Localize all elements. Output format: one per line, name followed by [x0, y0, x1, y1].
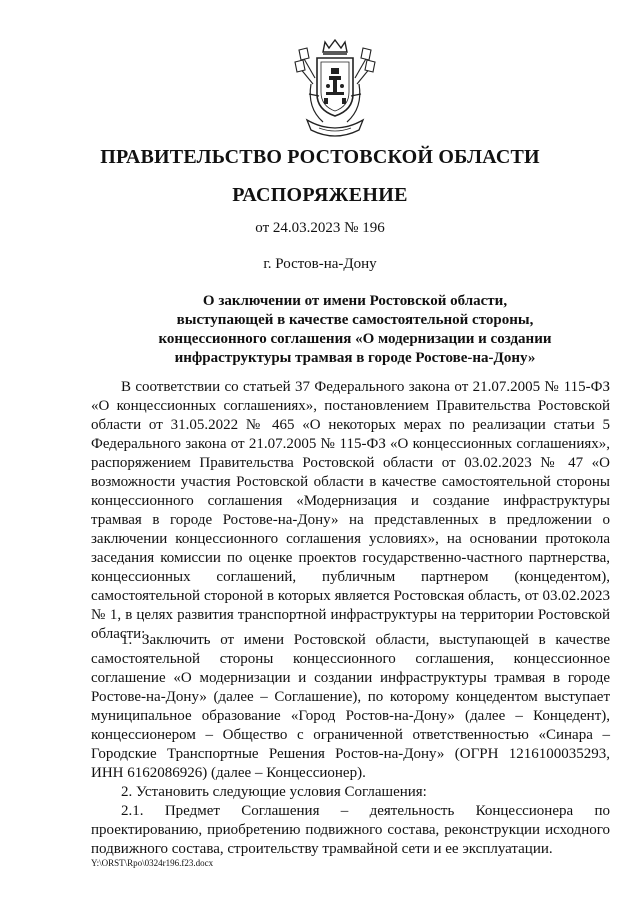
government-title: ПРАВИТЕЛЬСТВО РОСТОВСКОЙ ОБЛАСТИ [100, 146, 540, 168]
document-date-number: от 24.03.2023 № 196 [255, 220, 385, 236]
subject-line: выступающей в качестве самостоятельной стороны, [176, 312, 534, 328]
document-city: г. Ростов-на-Дону [263, 256, 377, 272]
clause-paragraph: 1. Заключить от имени Ростовской области, выступающей в качестве самостоятельной стороны концессионного соглашения, концессионное соглашение «О модернизации и создании инфраструктуры трамвая в городе Ростове-на-Дону» (далее – Соглашение), по которому концедентом выступает муниципальное образование «Город Ростов-на-Дону» (далее – Концедент), концессионером – Общество с ограниченной ответственностью «Синара – Городские Транспортные Решения Ростов-на-Дону» (ОГРН 1216100035293, ИНН 6162086926) (далее – Концессионер). [91, 632, 610, 781]
document-type-title: РАСПОРЯЖЕНИЕ [232, 184, 408, 206]
document-subject [95, 292, 615, 368]
footer-file-path: Y:\ORST\Rpo\0324r196.f23.docx [91, 858, 214, 868]
clauses-block [91, 631, 610, 859]
preamble-paragraph: В соответствии со статьей 37 Федерального закона от 21.07.2005 № 115-ФЗ «О концессионных соглашениях», постановлением Правительства Ростовской области от 31.05.2022 № 465 «О некоторых мерах по реализации статьи 5 Федерального закона от 21.07.2005 № 115-ФЗ «О концессионных соглашениях», распоряжением Правительства Ростовской области от 03.02.2023 № 47 «О возможности участия Ростовской области в качестве самостоятельной стороны концессионного соглашения «Модернизация и создание инфраструктуры трамвая в городе Ростове-на-Дону» на представленных в предложении о заключении концессионного соглашения условиях», на основании протокола заседания комиссии по оценке проектов государственно-частного партнерства, концессионных соглашений, публичным партнером (концедентом), самостоятельной стороной в которых является Ростовская область, от 03.02.2023 № 1, в целях развития транспортной инфраструктуры на территории Ростовской области: [91, 379, 610, 642]
clause-paragraph: 2. Установить следующие условия Соглашения: [121, 784, 427, 800]
clause-paragraph: 2.1. Предмет Соглашения – деятельность Концессионера по проектированию, приобретению подвижного состава, реконструкции исходного подвижного состава, строительству трамвайной сети и ее эксплуатации. [91, 803, 610, 857]
subject-line: инфраструктуры трамвая в городе Ростове-на-Дону» [174, 350, 536, 366]
subject-line: концессионного соглашения «О модернизации и создании [158, 331, 552, 347]
subject-line: О заключении от имени Ростовской области, [202, 293, 508, 309]
preamble-block [91, 378, 610, 644]
coat-of-arms-icon [293, 38, 377, 142]
